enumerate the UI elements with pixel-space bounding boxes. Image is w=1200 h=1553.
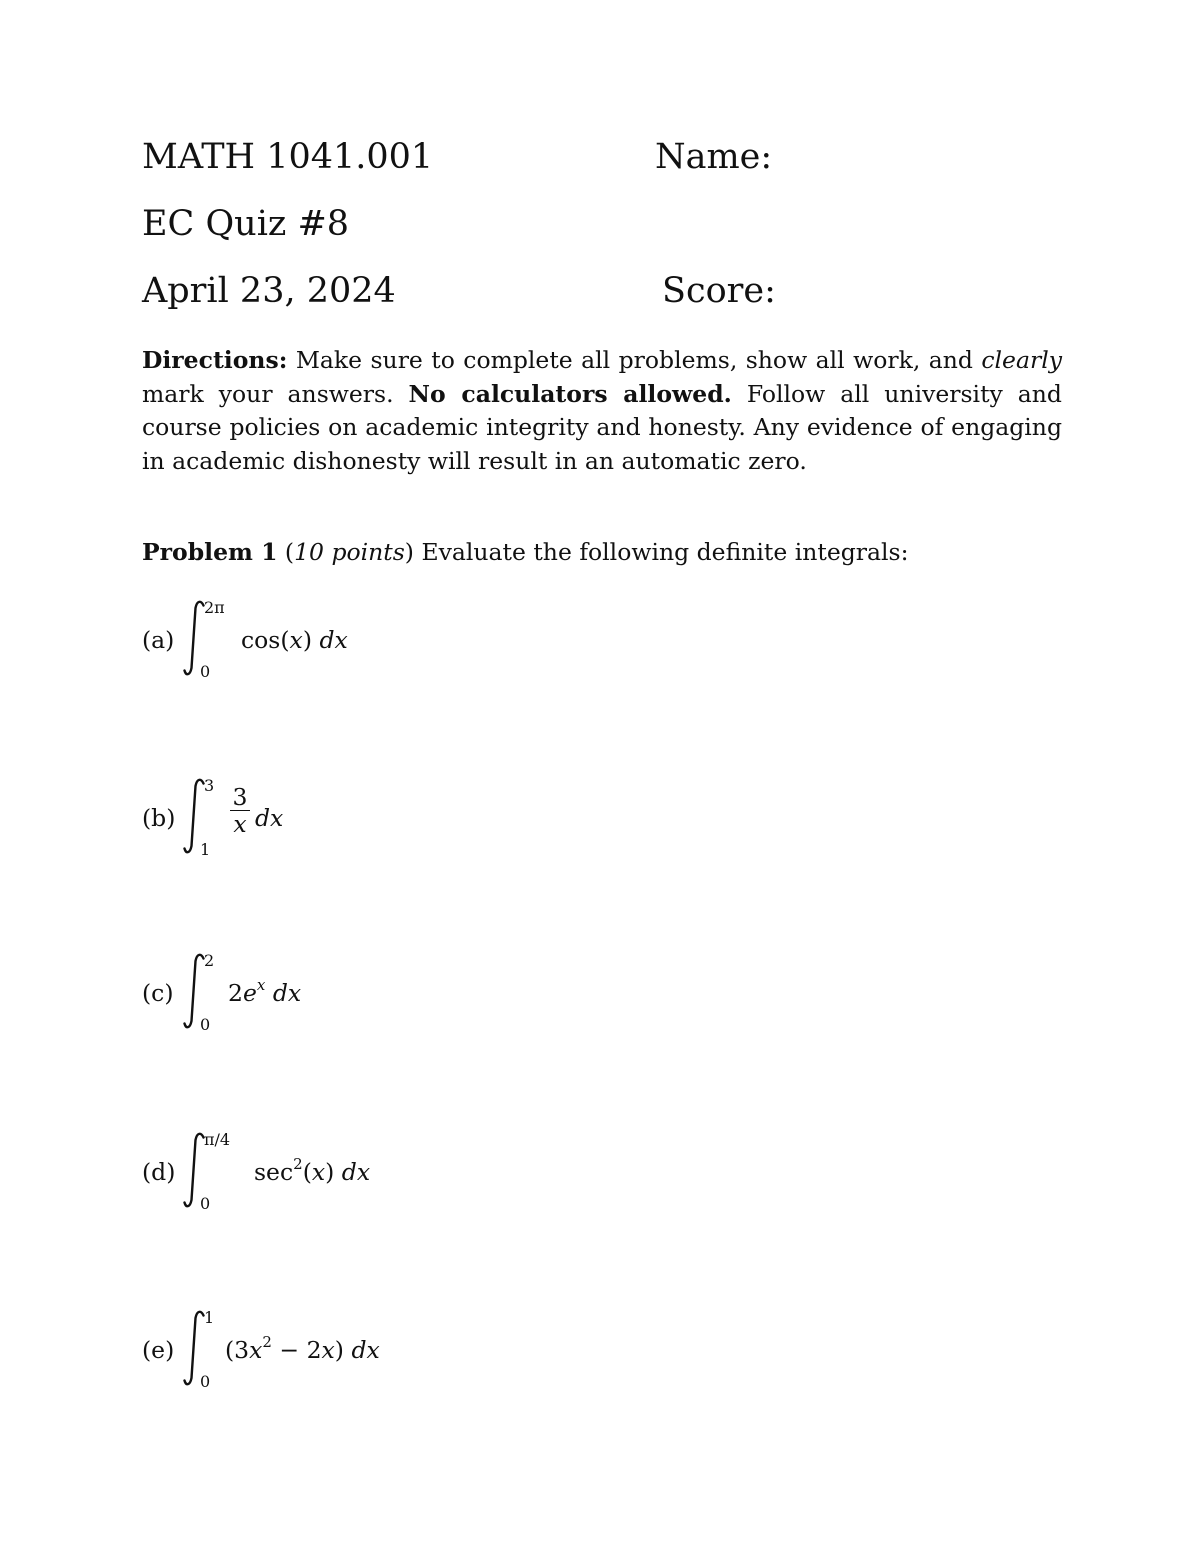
part-d-exponent: 2 [293, 1155, 303, 1173]
part-b-differential [255, 804, 283, 832]
directions-text-1: Make sure to complete all problems, show all work, and [295, 346, 973, 374]
directions-paragraph [142, 344, 1062, 478]
part-a-differential-var: x [334, 626, 348, 654]
part-e-variable-1: x [249, 1336, 263, 1364]
no-calculators-note: No calculators allowed. [408, 379, 732, 408]
part-d-lower-limit: 0 [200, 1194, 211, 1213]
part-b-label: (b) [142, 804, 176, 832]
part-e-differential-var: x [366, 1336, 380, 1364]
part-e-open-term: (3 [225, 1336, 250, 1364]
part-a-close-paren: ) [302, 626, 312, 654]
part-a-integrand [241, 626, 348, 654]
part-a-lower-limit: 0 [200, 662, 211, 681]
part-c-base: e [242, 979, 257, 1007]
directions-text-3: Follow all university and course policies on academic integrity and honesty. Any evidence of engaging in academic dishonesty will result in an automatic zero. [142, 379, 1062, 475]
problem-1-label: Problem 1 [142, 538, 278, 566]
directions-text-2: mark your answers. [142, 379, 394, 408]
course-code: MATH 1041.001 [142, 137, 434, 177]
part-e-close-paren: ) [334, 1336, 344, 1364]
part-b-denominator: x [233, 810, 247, 838]
part-d-label: (d) [142, 1158, 176, 1186]
directions-label: Directions: [142, 346, 288, 374]
part-a-differential-d: d [319, 626, 335, 654]
problem-1-prompt: Problem 1 (10 points) Evaluate the following definite integrals: [142, 538, 909, 566]
part-c-label: (c) [142, 979, 174, 1007]
part-a-upper-limit: 2π [204, 598, 225, 617]
part-b-numerator: 3 [232, 783, 248, 811]
part-e-differential-d: d [351, 1336, 367, 1364]
part-c-coefficient: 2 [228, 979, 243, 1007]
part-c-differential-var: x [287, 979, 302, 1007]
quiz-title: EC Quiz #8 [142, 204, 350, 244]
part-e-lower-limit: 0 [200, 1372, 211, 1391]
part-d-variable: x [311, 1158, 326, 1186]
score-label: Score: [662, 271, 776, 311]
part-a-label: (a) [142, 626, 175, 654]
part-d-upper-limit: π/4 [204, 1130, 231, 1149]
quiz-date: April 23, 2024 [142, 271, 396, 311]
part-e-variable-2: x [321, 1336, 335, 1364]
part-a-variable: x [289, 626, 303, 654]
part-d-close-paren: ) [325, 1158, 335, 1186]
part-a-function: cos( [241, 626, 290, 654]
part-c-exponent: x [256, 976, 266, 994]
name-label: Name: [655, 137, 773, 177]
part-e-minus-term: − 2 [271, 1336, 322, 1364]
part-d-integrand [254, 1155, 371, 1186]
part-b-fraction [230, 784, 250, 837]
part-d-differential-var: x [356, 1158, 371, 1186]
directions-emphasis: clearly [981, 346, 1062, 374]
part-b-lower-limit: 1 [200, 840, 211, 859]
part-b-differential-var: x [270, 804, 284, 832]
problem-1-instruction: Evaluate the following definite integrals: [421, 538, 909, 566]
part-e-upper-limit: 1 [204, 1308, 215, 1327]
part-c-upper-limit: 2 [204, 951, 215, 970]
part-c-lower-limit: 0 [200, 1015, 211, 1034]
part-e-exponent: 2 [262, 1333, 272, 1351]
part-d-function: sec [254, 1158, 294, 1186]
part-c-differential-d: d [272, 979, 288, 1007]
part-b-upper-limit: 3 [204, 776, 215, 795]
part-d-open-paren: ( [302, 1158, 312, 1186]
part-b-differential-d: d [255, 804, 271, 832]
problem-1-points: 10 points [294, 538, 405, 566]
part-e-label: (e) [142, 1336, 175, 1364]
part-e-integrand [225, 1333, 380, 1364]
part-c-integrand [228, 976, 302, 1007]
part-d-differential-d: d [341, 1158, 357, 1186]
